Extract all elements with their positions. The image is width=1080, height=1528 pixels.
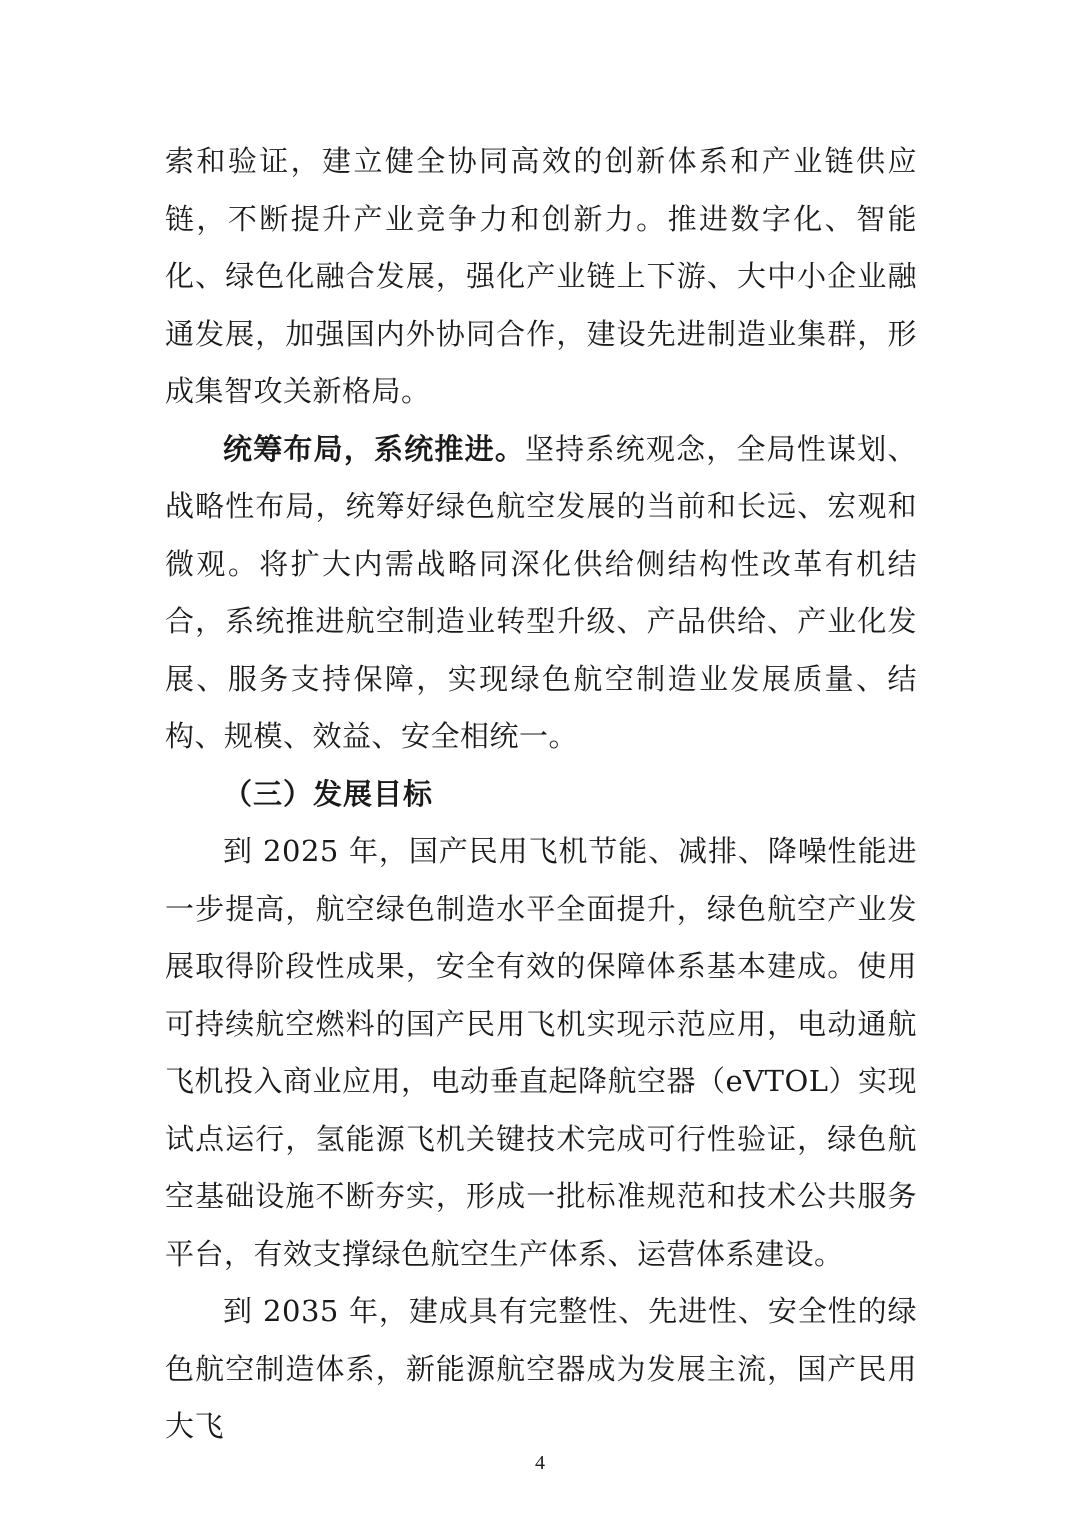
paragraph-text: 坚持系统观念，全局性谋划、战略性布局，统筹好绿色航空发展的当前和长远、宏观和微观。将扩大内需战略同深化供给侧结构性改革有机结合，系统推进航空制造业转型升级、产品供给、产业化发展、服务支持保障，实现绿色航空制造业发展质量、结构、规模、效益、安全相统一。 — [165, 431, 917, 753]
section-heading-development-goals: （三）发展目标 — [223, 776, 434, 811]
paragraph-goal-2025 — [165, 823, 917, 1283]
document-body — [165, 133, 917, 1456]
paragraph-text: 到 2035 年，建成具有完整性、先进性、安全性的绿色航空制造体系，新能源航空器成为发展主流，国产民用大飞 — [165, 1294, 917, 1443]
paragraph-lead-bold: 统筹布局，系统推进。 — [223, 431, 526, 466]
paragraph-text: 索和验证，建立健全协同高效的创新体系和产业链供应链，不断提升产业竞争力和创新力。推进数字化、智能化、绿色化融合发展，强化产业链上下游、大中小企业融通发展，加强国内外协同合作，建设先进制造业集群，形成集智攻关新格局。 — [165, 144, 917, 408]
paragraph-innovation-system — [165, 133, 917, 421]
paragraph-goal-2035 — [165, 1283, 917, 1456]
page-number: 4 — [535, 1452, 545, 1474]
paragraph-text: 到 2025 年，国产民用飞机节能、减排、降噪性能进一步提高，航空绿色制造水平全面提升，绿色航空产业发展取得阶段性成果，安全有效的保障体系基本建成。使用可持续航空燃料的国产民用飞机实现示范应用，电动通航飞机投入商业应用，电动垂直起降航空器（eVTOL）实现试点运行，氢能源飞机关键技术完成可行性验证，绿色航空基础设施不断夯实，形成一批标准规范和技术公共服务平台，有效支撑绿色航空生产体系、运营体系建设。 — [165, 834, 917, 1271]
paragraph-overall-planning — [165, 421, 917, 766]
